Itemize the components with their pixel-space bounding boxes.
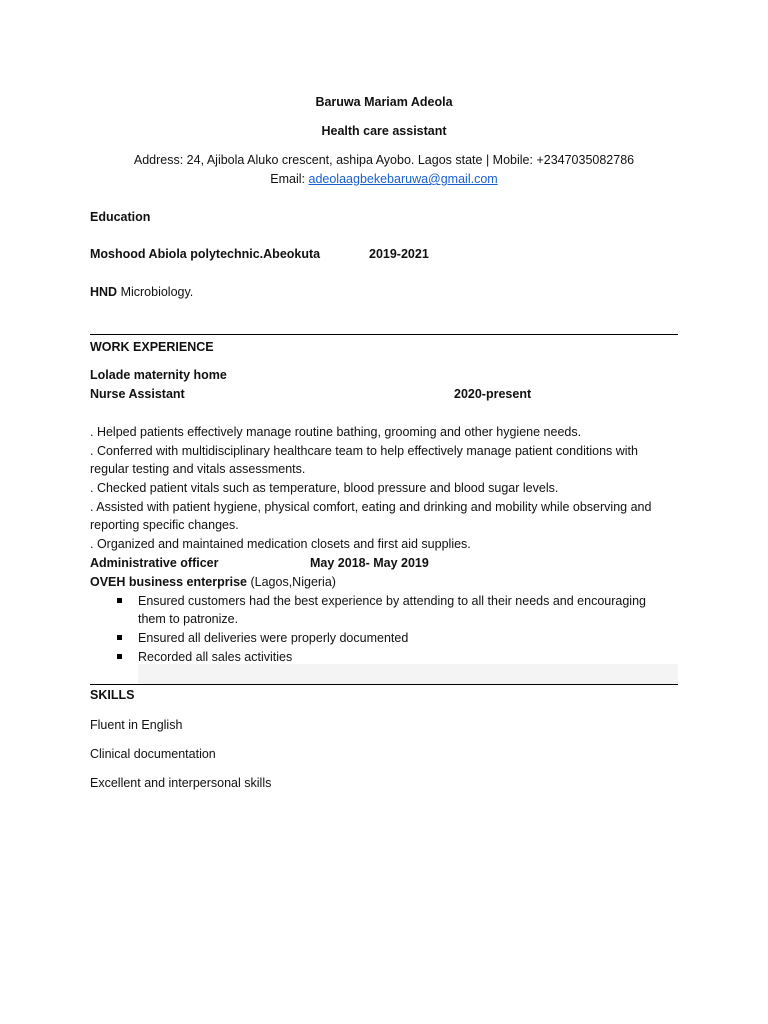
email-label: Email: [270,172,309,186]
skills-heading: SKILLS [90,688,135,702]
job2-role: Administrative officer [90,556,219,570]
job1-duty: . Helped patients effectively manage routine bathing, grooming and other hygiene needs. [90,425,582,439]
job2-employer-line [90,574,336,590]
job2-bullet-continued: them to patronize. [138,612,239,626]
square-bullet-icon [117,654,122,659]
education-years: 2019-2021 [369,247,429,261]
skill-item: Excellent and interpersonal skills [90,776,272,790]
job1-duty: . Conferred with multidisciplinary healthcare team to help effectively manage patient conditions with [90,444,638,458]
skill-item: Clinical documentation [90,747,216,761]
address-line: Address: 24, Ajibola Aluko crescent, ashipa Ayobo. Lagos state | Mobile: +2347035082786 [133,153,635,167]
work-heading: WORK EXPERIENCE [90,340,214,354]
shaded-block [138,664,678,684]
job2-bullet: Recorded all sales activities [138,650,293,664]
job2-dates: May 2018- May 2019 [310,556,429,570]
email-link[interactable]: adeolaagbekebaruwa@gmail.com [308,172,498,186]
section-divider [90,684,678,685]
education-school: Moshood Abiola polytechnic.Abeokuta [90,247,321,261]
email-line [0,171,768,187]
candidate-name: Baruwa Mariam Adeola [315,95,453,109]
degree-field: Microbiology. [117,285,194,299]
square-bullet-icon [117,635,122,640]
job1-duty: regular testing and vitals assessments. [90,462,306,476]
job1-duty: reporting specific changes. [90,518,239,532]
degree-abbr: HND [90,285,118,299]
job1-duty: . Organized and maintained medication closets and first aid supplies. [90,537,471,551]
job1-duty: . Assisted with patient hygiene, physical comfort, eating and drinking and mobility while observing and [90,500,652,514]
education-degree [90,284,193,300]
job2-location: (Lagos,Nigeria) [247,575,336,589]
square-bullet-icon [117,598,122,603]
section-divider [90,334,678,335]
candidate-title: Health care assistant [321,124,447,138]
job2-bullet: Ensured customers had the best experience by attending to all their needs and encouraging [138,594,646,608]
job1-role: Nurse Assistant [90,387,185,401]
job1-dates: 2020-present [454,387,532,401]
job1-employer: Lolade maternity home [90,368,227,382]
job2-bullet: Ensured all deliveries were properly documented [138,631,409,645]
skill-item: Fluent in English [90,718,183,732]
job2-employer: OVEH business enterprise [90,575,248,589]
education-heading: Education [90,210,151,224]
job1-duty: . Checked patient vitals such as temperature, blood pressure and blood sugar levels. [90,481,559,495]
